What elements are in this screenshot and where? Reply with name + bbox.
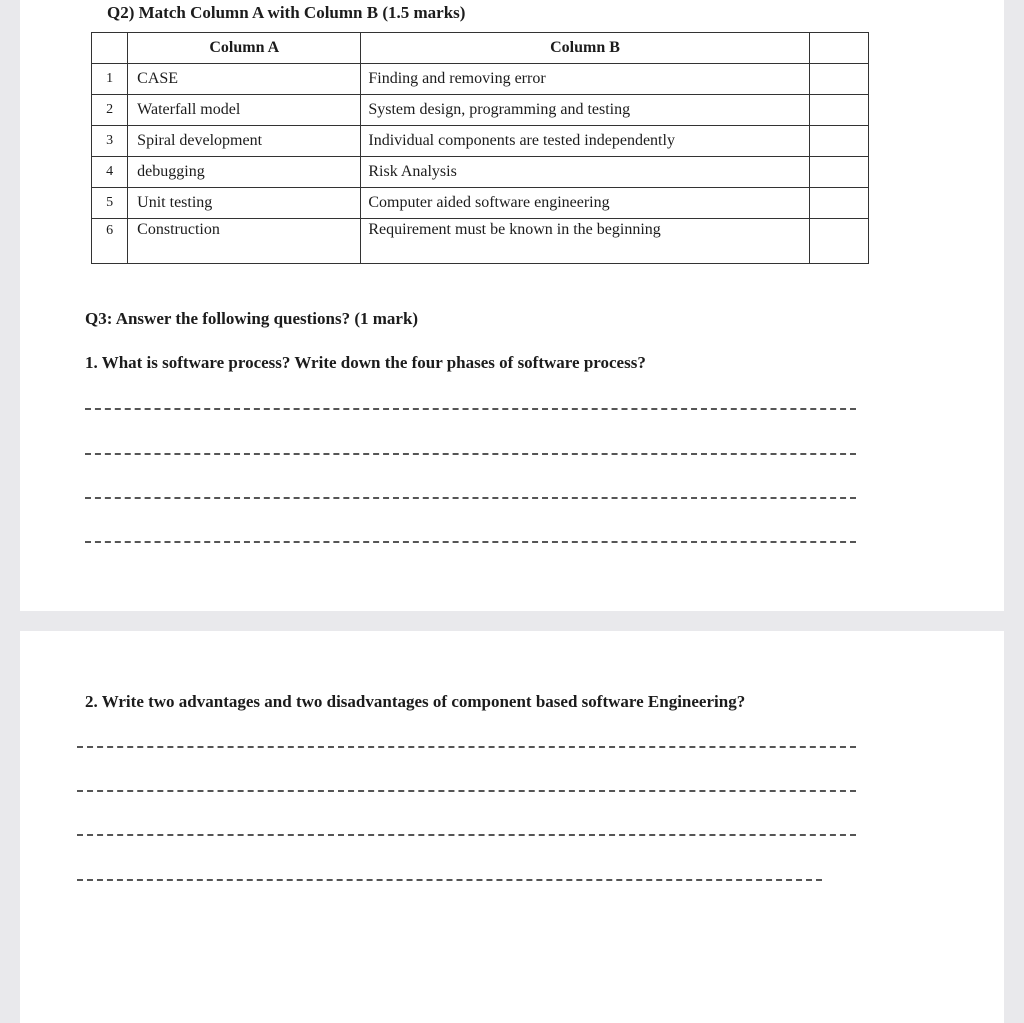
answer-cell[interactable] (809, 95, 868, 126)
q3-heading: Q3: Answer the following questions? (1 mark) (85, 309, 419, 328)
row-number: 2 (92, 95, 128, 126)
question-2: 2. Write two advantages and two disadvantages of component based software Engineering? (85, 692, 746, 711)
column-b-cell: Computer aided software engineering (361, 188, 809, 219)
answer-cell[interactable] (809, 157, 868, 188)
column-b-cell: Individual components are tested independently (361, 126, 809, 157)
document-page-1 (20, 0, 1004, 611)
table-row (92, 126, 869, 157)
column-b-cell: Finding and removing error (361, 64, 809, 95)
match-table (91, 32, 869, 264)
table-header-row (92, 33, 869, 64)
table-row (92, 64, 869, 95)
table-row (92, 188, 869, 219)
answer-line[interactable] (85, 453, 856, 455)
answer-line[interactable] (77, 834, 856, 836)
column-a-cell: CASE (128, 64, 361, 95)
header-answer (809, 33, 868, 64)
answer-line[interactable] (85, 497, 856, 499)
answer-line[interactable] (77, 746, 856, 748)
column-a-cell: Unit testing (128, 188, 361, 219)
answer-cell[interactable] (809, 126, 868, 157)
column-b-cell: Risk Analysis (361, 157, 809, 188)
answer-cell[interactable] (809, 188, 868, 219)
table-row (92, 95, 869, 126)
answer-line[interactable] (85, 541, 856, 543)
q2-heading: Q2) Match Column A with Column B (1.5 marks) (107, 3, 466, 22)
answer-line[interactable] (85, 408, 856, 410)
header-column-a: Column A (128, 33, 361, 64)
answer-line[interactable] (77, 790, 856, 792)
column-b-cell: System design, programming and testing (361, 95, 809, 126)
row-number: 4 (92, 157, 128, 188)
row-number: 6 (92, 219, 128, 264)
row-number: 5 (92, 188, 128, 219)
column-a-cell: debugging (128, 157, 361, 188)
document-page-2 (20, 631, 1004, 1023)
question-1: 1. What is software process? Write down the four phases of software process? (85, 353, 646, 372)
row-number: 1 (92, 64, 128, 95)
answer-line[interactable] (77, 879, 822, 881)
column-a-cell: Spiral development (128, 126, 361, 157)
column-a-cell: Waterfall model (128, 95, 361, 126)
column-a-cell: Construction (128, 219, 361, 264)
header-column-b: Column B (361, 33, 809, 64)
table-row (92, 219, 869, 264)
answer-cell[interactable] (809, 64, 868, 95)
table-row (92, 157, 869, 188)
header-num (92, 33, 128, 64)
row-number: 3 (92, 126, 128, 157)
column-b-cell: Requirement must be known in the beginning (361, 219, 809, 264)
answer-cell[interactable] (809, 219, 868, 264)
